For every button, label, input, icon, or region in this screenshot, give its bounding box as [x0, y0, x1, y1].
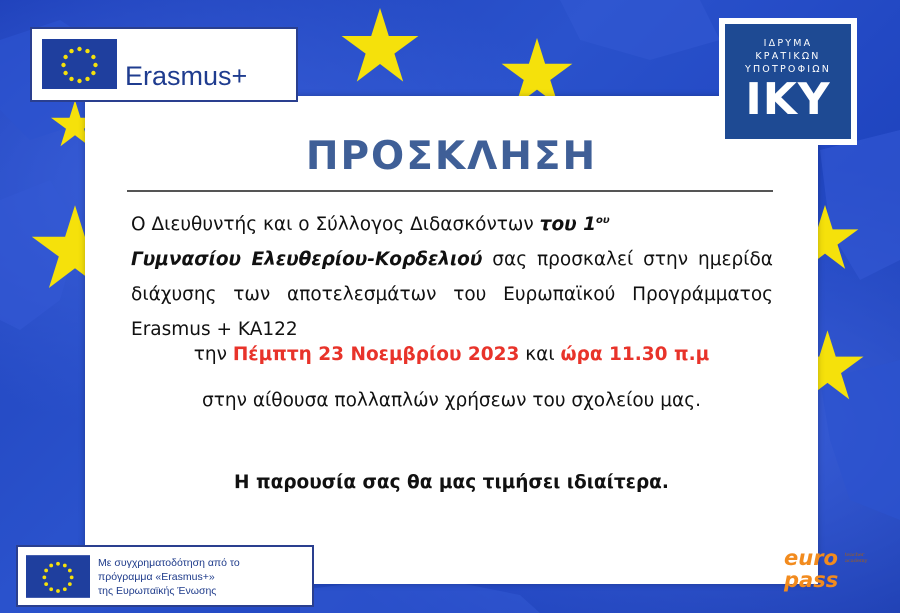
- date-connector: και: [519, 344, 561, 365]
- iky-line-3: ΥΠΟΤΡΟΦΙΩΝ: [744, 64, 832, 75]
- iky-line-2: ΚΡΑΤΙΚΩΝ: [755, 51, 821, 62]
- iky-logo-panel: [725, 24, 851, 139]
- invitation-title: ΠΡΟΣΚΛΗΣΗ: [305, 134, 598, 179]
- cofunded-line-3: της Ευρωπαϊκής Ένωσης: [98, 585, 217, 597]
- event-place: στην αίθουσα πολλαπλών χρήσεων του σχολείου μας.: [202, 390, 701, 411]
- eu-flag-icon: [42, 39, 117, 89]
- star-icon: [340, 8, 420, 84]
- closing-line: Η παρουσία σας θα μας τιμήσει ιδιαίτερα.: [234, 472, 669, 493]
- title-divider: [127, 190, 773, 192]
- cofunded-logo: [16, 545, 314, 607]
- erasmus-wordmark: Erasmus+: [125, 61, 248, 91]
- ordinal-suffix: ου: [595, 215, 610, 226]
- invitation-card: [85, 96, 818, 584]
- iky-logo: [719, 18, 857, 145]
- iky-acronym: ΙΚΥ: [745, 74, 831, 125]
- event-date-line: [85, 344, 818, 365]
- para-text: Ο Διευθυντής και ο Σύλλογος Διδασκόντων: [131, 214, 540, 236]
- cofunded-text: [98, 556, 308, 598]
- school-ordinal: του 1: [539, 214, 596, 236]
- para-text-rest: σας προσκαλεί στην ημερίδα διάχυσης των αποτελεσμάτων του Ευρωπαϊκού Προγράμματος Erasmus + KA122: [131, 249, 773, 341]
- erasmus-logo: [30, 27, 298, 102]
- eu-flag-icon: [26, 555, 90, 598]
- europass-word-2: pass: [784, 568, 839, 592]
- europass-tagline: teacher academy: [845, 552, 868, 564]
- school-name: Γυμνασίου Ελευθερίου-Κορδελιού: [131, 249, 483, 271]
- invitation-paragraph: [131, 203, 773, 347]
- date-prefix: την: [193, 344, 233, 365]
- event-time: ώρα 11.30 π.μ: [560, 344, 710, 365]
- europass-word-1: euro: [784, 546, 838, 570]
- cofunded-line-2: πρόγραμμα «Erasmus+»: [98, 571, 215, 583]
- europass-logo: [782, 548, 872, 598]
- cofunded-line-1: Με συγχρηματοδότηση από το: [98, 557, 240, 569]
- iky-line-1: ΙΔΡΥΜΑ: [763, 38, 813, 49]
- event-date: Πέμπτη 23 Νοεμβρίου 2023: [232, 344, 520, 365]
